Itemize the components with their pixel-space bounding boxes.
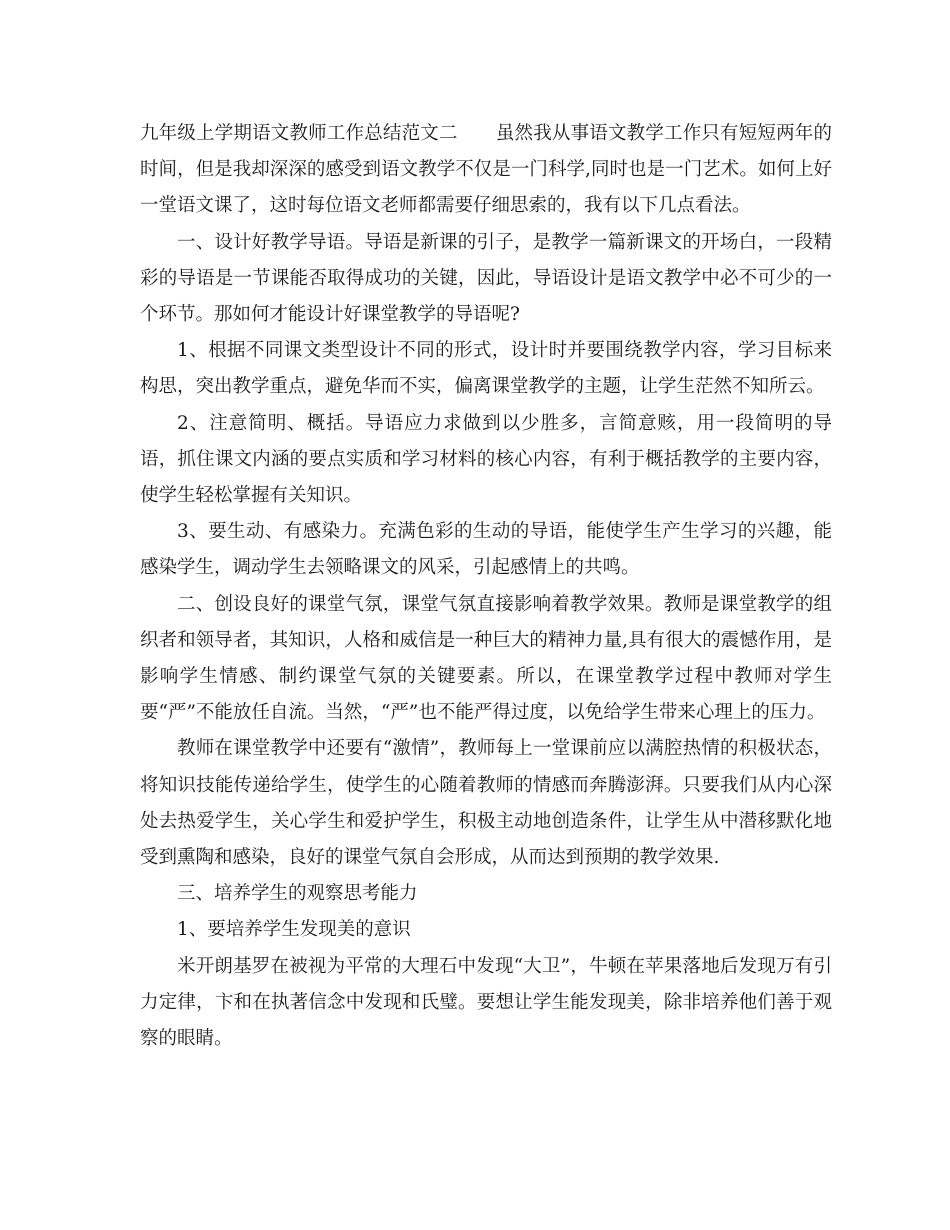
paragraph: 2、注意简明、概括。导语应力求做到以少胜多，言简意赅，用一段简明的导语，抓住课文内涵的要点实质和学习材料的核心内容，有利于概括教学的主要内容，使学生轻松掌握有关知识。	[140, 412, 832, 507]
paragraph-text: 虽然我从事语文教学工作只有短短两年的时间，但是我却深深的感受到语文教学不仅是一门科学,同时也是一门艺术。如何上好一堂语文课了，这时每位语文老师都需要仔细思索的，我有以下几点看法。	[140, 123, 832, 217]
subsection-heading: 1、要培养学生发现美的意识	[177, 919, 411, 941]
section-heading: 三、培养学生的观察思考能力	[177, 883, 418, 905]
document-body	[140, 116, 832, 1057]
paragraph: 一、设计好教学导语。导语是新课的引子，是教学一篇新课文的开场白，一段精彩的导语是一节课能否取得成功的关键，因此，导语设计是语文教学中必不可少的一个环节。那如何才能设计好课堂教学的导语呢?	[140, 231, 832, 326]
paragraph: 教师在课堂教学中还要有“激情”，教师每上一堂课前应以满腔热情的积极状态，将知识技能传递给学生，使学生的心随着教师的情感而奔腾澎湃。只要我们从内心深处去热爱学生，关心学生和爱护学生，积极主动地创造条件，让学生从中潜移默化地受到熏陶和感染，良好的课堂气氛自会形成，从而达到预期的教学效果.	[140, 738, 832, 869]
paragraph: 米开朗基罗在被视为平常的大理石中发现“大卫”，牛顿在苹果落地后发现万有引力定律，卞和在执著信念中发现和氏璧。要想让学生能发现美，除非培养他们善于观察的眼睛。	[140, 955, 832, 1050]
paragraph: 二、创设良好的课堂气氛，课堂气氛直接影响着教学效果。教师是课堂教学的组织者和领导者，其知识，人格和威信是一种巨大的精神力量,具有很大的震憾作用，是影响学生情感、制约课堂气氛的关键要素。所以，在课堂教学过程中教师对学生要“严”不能放任自流。当然，“严”也不能严得过度，以免给学生带来心理上的压力。	[140, 593, 832, 724]
paragraph: 1、根据不同课文类型设计不同的形式，设计时并要围绕教学内容，学习目标来构思，突出教学重点，避免华而不实，偏离课堂教学的主题，让学生茫然不知所云。	[140, 340, 832, 398]
document-title: 九年级上学期语文教师工作总结范文二	[140, 123, 458, 144]
intro-paragraph	[140, 116, 832, 225]
paragraph: 3、要生动、有感染力。充满色彩的生动的导语，能使学生产生学习的兴趣，能感染学生，调动学生去领略课文的风采，引起感情上的共鸣。	[140, 521, 832, 579]
